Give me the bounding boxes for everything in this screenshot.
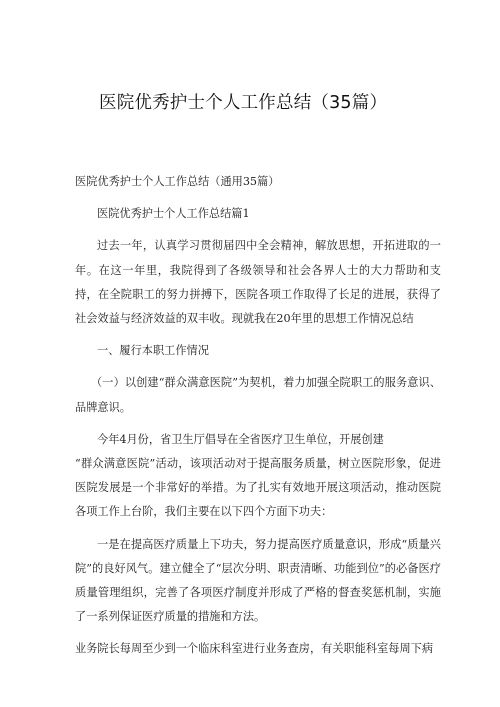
paragraph-activity: “群众满意医院”活动，该项活动对于提高服务质量，树立医院形象，促进医院发展是一个非常好的举措。为了扎实有效地开展这项活动，推动医院各项工作上台阶，我们主要在以下四个方面下功夫： [75,457,441,519]
paragraph-section-heading: 医院优秀护士个人工作总结篇1 [97,207,250,221]
paragraph-quality: 一是在提高医疗质量上下功夫，努力提高医疗质量意识，形成“质量兴院”的良好风气。建立健全了“层次分明、职责清晰、功能到位”的必备医疗质量管理组织，完善了各项医疗制度并形成了严格的督查奖惩机制，实施了一系列保证医疗质量的措施和方法。 [75,537,441,624]
paragraph-rounds: 业务院长每周至少到一个临床科室进行业务查房，有关职能科室每周下病 [75,642,434,656]
document-title: 医院优秀护士个人工作总结（35篇） [99,93,388,113]
paragraph-subheading-1: （一）以创建“群众满意医院”为契机，着力加强全院职工的服务意识、品牌意识。 [75,376,441,414]
paragraph-subtitle: 医院优秀护士个人工作总结（通用35篇） [75,175,280,188]
paragraph-april: 今年4月份，省卫生厅倡导在全省医疗卫生单位，开展创建 [97,432,384,446]
document-body [75,170,441,670]
paragraph-heading-1: 一、履行本职工作情况 [97,344,209,358]
paragraph-intro: 过去一年，认真学习贯彻届四中全会精神，解放思想，开拓进取的一年。在这一年里，我院得到了各级领导和社会各界人士的大力帮助和支持，在全院职工的努力拼搏下，医院各项工作取得了长足的进展，获得了社会效益与经济效益的双丰收。现就我在20年里的思想工作情况总结 [75,239,441,326]
